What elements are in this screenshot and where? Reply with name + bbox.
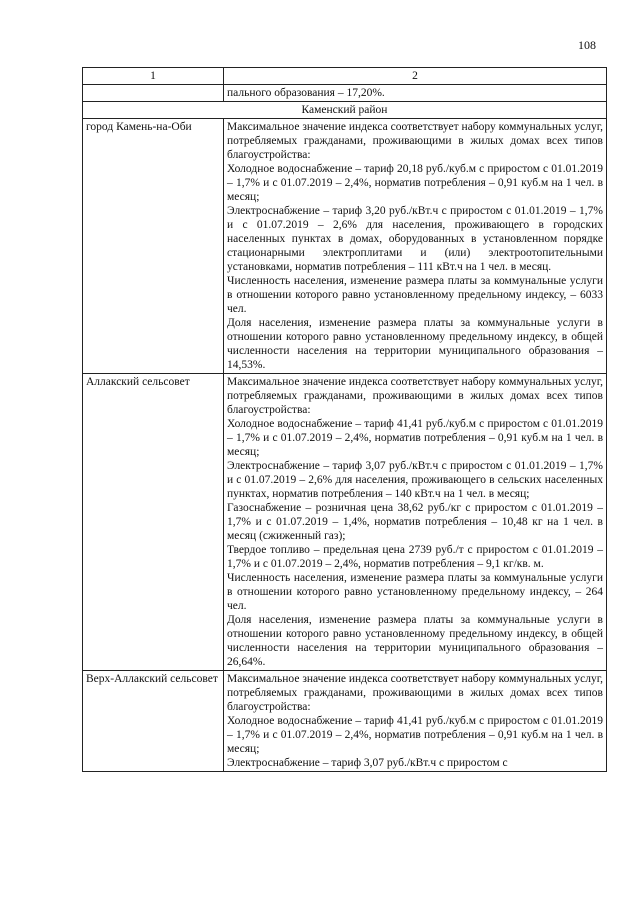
description-paragraph: Электроснабжение – тариф 3,07 руб./кВт.ч с приростом с [227, 757, 508, 769]
description-paragraph: Численность населения, изменение размера платы за коммунальные услуги в отношении которого равно установленному предельному индексу, – 6033 чел. [227, 275, 603, 315]
municipality-name: город Камень-на-Оби [83, 119, 224, 374]
municipality-description [224, 671, 607, 772]
municipality-description [224, 119, 607, 374]
description-paragraph: Холодное водоснабжение – тариф 41,41 руб./куб.м с приростом с 01.01.2019 – 1,7% и с 01.07.2019 – 2,4%, норматив потребления – 0,91 куб.м на 1 чел. в месяц; [227, 715, 603, 755]
description-paragraph: Твердое топливо – предельная цена 2739 руб./т с приростом с 01.01.2019 – 1,7% и с 01.07.2019 – 2,4%, норматив потребления – 9,1 кг/кв. м. [227, 544, 603, 570]
table-header-row [83, 68, 607, 85]
description-paragraph: Максимальное значение индекса соответствует набору коммунальных услуг, потребляемых гражданами, проживающими в жилых домах всех типов благоустройства: [227, 121, 603, 161]
municipality-name: Верх-Аллакский сельсовет [83, 671, 224, 772]
column-number-1: 1 [83, 68, 224, 85]
municipality-rows [83, 119, 607, 772]
column-number-2: 2 [224, 68, 607, 85]
tariff-table [82, 67, 607, 772]
page-number: 108 [578, 38, 596, 52]
description-paragraph: Численность населения, изменение размера платы за коммунальные услуги в отношении которого равно установленному предельному индексу, – 264 чел. [227, 572, 603, 612]
description-paragraph: Электроснабжение – тариф 3,07 руб./кВт.ч с приростом с 01.01.2019 – 1,7% и с 01.07.2019 – 2,6% для населения, проживающего в сельских населенных пунктах, норматив потребления – 140 кВт.ч на 1 чел. в месяц; [227, 460, 603, 500]
municipality-name: Аллакский сельсовет [83, 374, 224, 671]
continuation-text: пального образования – 17,20%. [224, 85, 607, 102]
district-row [83, 102, 607, 119]
description-paragraph: Доля населения, изменение размера платы за коммунальные услуги в отношении которого равно установленному предельному индексу, в общей численности населения на территории муниципального образования – 26,64%. [227, 614, 603, 668]
description-paragraph: Холодное водоснабжение – тариф 20,18 руб./куб.м с приростом с 01.01.2019 – 1,7% и с 01.07.2019 – 2,4%, норматив потребления – 0,91 куб.м на 1 чел. в месяц; [227, 163, 603, 203]
description-paragraph: Холодное водоснабжение – тариф 41,41 руб./куб.м с приростом с 01.01.2019 – 1,7% и с 01.07.2019 – 2,4%, норматив потребления – 0,91 куб.м на 1 чел. в месяц; [227, 418, 603, 458]
table-row [83, 374, 607, 671]
description-paragraph: Максимальное значение индекса соответствует набору коммунальных услуг, потребляемых гражданами, проживающими в жилых домах всех типов благоустройства: [227, 673, 603, 713]
municipality-description [224, 374, 607, 671]
table-row [83, 119, 607, 374]
description-paragraph: Газоснабжение – розничная цена 38,62 руб./кг с приростом с 01.01.2019 – 1,7% и с 01.07.2019 – 1,4%, норматив потребления – 10,48 кг на 1 чел. в месяц (сжиженный газ); [227, 502, 603, 542]
description-paragraph: Максимальное значение индекса соответствует набору коммунальных услуг, потребляемых гражданами, проживающими в жилых домах всех типов благоустройства: [227, 376, 603, 416]
description-paragraph: Электроснабжение – тариф 3,20 руб./кВт.ч с приростом с 01.01.2019 – 1,7% и с 01.07.2019 – 2,6% для населения, проживающего в городских населенных пунктах в домах, оборудованных в установленном порядке стационарными электроплитами и (или) электроотопительными установками, норматив потребления – 111 кВт.ч на 1 чел. в месяц. [227, 205, 603, 273]
continuation-row [83, 85, 607, 102]
continuation-empty-cell [83, 85, 224, 102]
description-paragraph: Доля населения, изменение размера платы за коммунальные услуги в отношении которого равно установленному предельному индексу, в общей численности населения на территории муниципального образования – 14,53%. [227, 317, 603, 371]
district-heading: Каменский район [83, 102, 607, 119]
table-row [83, 671, 607, 772]
